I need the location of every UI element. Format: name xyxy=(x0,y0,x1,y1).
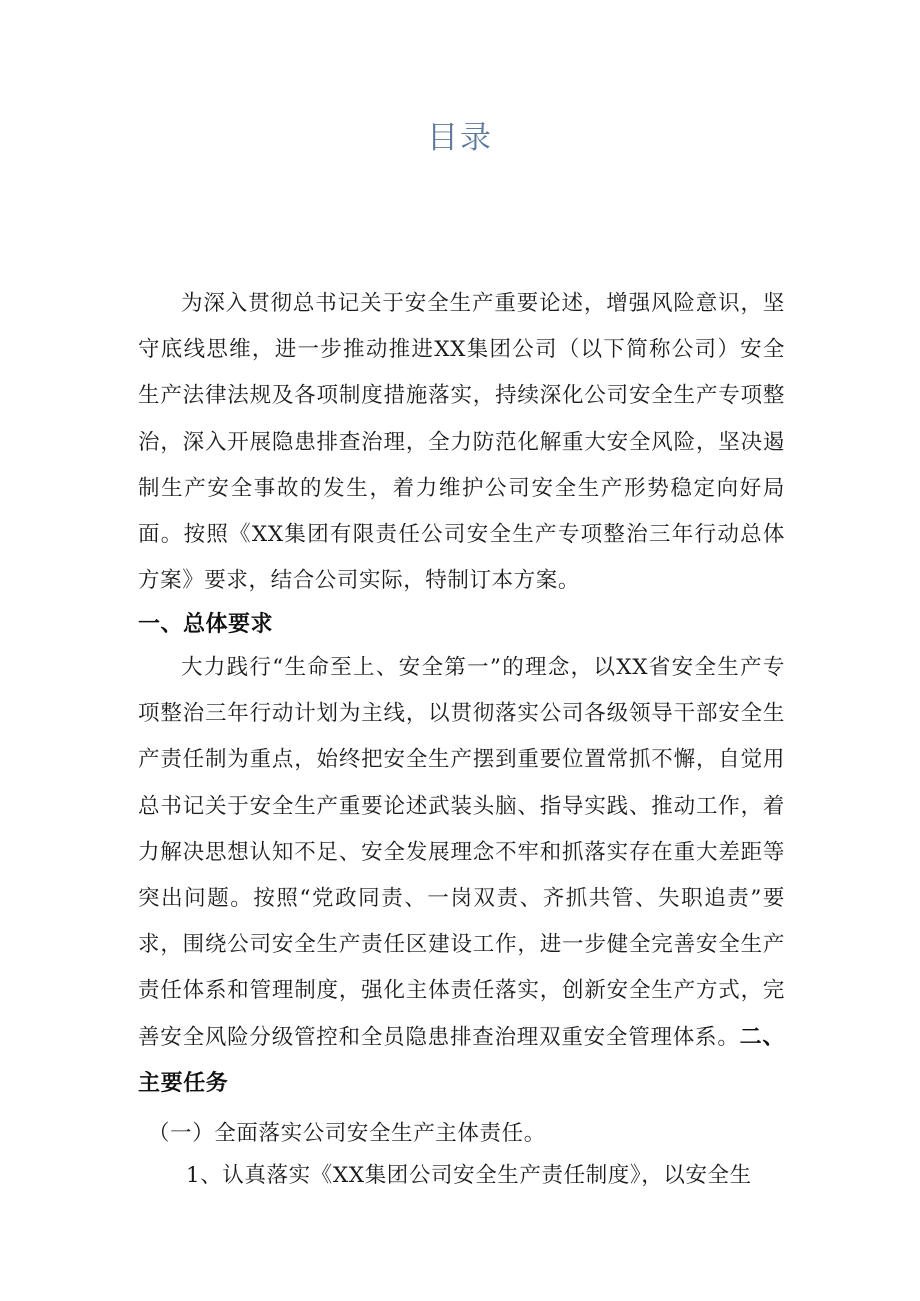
list-item-1: 1、认真落实《XX集团公司安全生产责任制度》，以安全生 xyxy=(186,1163,752,1188)
toc-title: 目录 xyxy=(427,120,493,156)
intro-paragraph: 为深入贯彻总书记关于安全生产重要论述，增强风险意识，坚守底线思维，进一步推动推进XX集团公司（以下简称公司）安全生产法律法规及各项制度措施落实，持续深化公司安全生产专项整治，深入开展隐患排查治理，全力防范化解重大安全风险，坚决遏制生产安全事故的发生，着力维护公司安全生产形势稳定向好局面。按照《XX集团有限责任公司安全生产专项整治三年行动总体方案》要求，结合公司实际，特制订本方案。 xyxy=(138,291,785,594)
sub-heading-main-responsibility: （一）全面落实公司安全生产主体责任。 xyxy=(148,1121,546,1146)
general-requirements-paragraph xyxy=(138,645,785,1107)
section-heading-general-requirements: 一、总体要求 xyxy=(138,612,274,637)
general-requirements-text: 大力践行“生命至上、安全第一”的理念，以XX省安全生产专项整治三年行动计划为主线，以贯彻落实公司各级领导干部安全生产责任制为重点，始终把安全生产摆到重要位置常抓不懈，自觉用总书记关于安全生产重要论述武装头脑、指导实践、推动工作，着力解决思想认知不足、安全发展理念不牢和抓落实存在重大差距等突出问题。按照“党政同责、一岗双责、齐抓共管、失职追责”要求，围绕公司安全生产责任区建设工作，进一步健全完善安全生产责任体系和管理制度，强化主体责任落实，创新安全生产方式，完善安全风险分级管控和全员隐患排查治理双重安全管理体系。 xyxy=(138,655,785,1050)
section-heading-main-tasks: 二、主要任务 xyxy=(138,1024,786,1096)
